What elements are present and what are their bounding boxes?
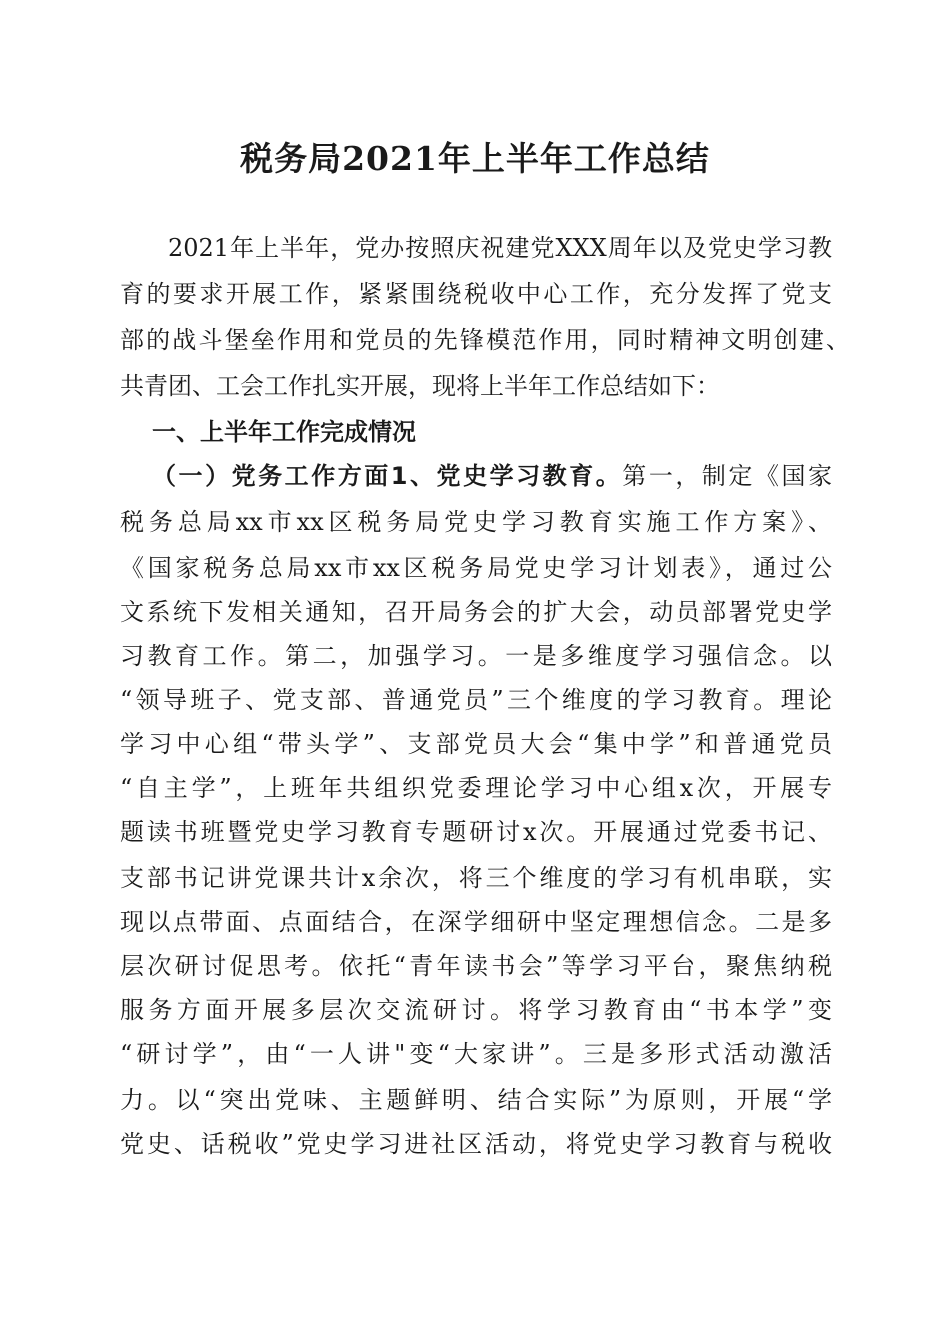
body-line-7: “自主学”，上班年共组织党委理论学习中心组x次，开展专 [120,774,832,802]
body-line-10: 现以点带面、点面结合，在深学细研中坚定理想信念。二是多 [120,908,832,936]
intro-line-4: 共青团、工会工作扎实开展，现将上半年工作总结如下： [120,372,720,400]
intro-line-2: 育的要求开展工作，紧紧围绕税收中心工作，充分发挥了党支 [120,280,832,308]
subsection-lead-line [152,454,832,498]
body-line-14: 力。以“突出党味、主题鲜明、结合实际”为原则，开展“学 [120,1086,832,1114]
intro-line-3: 部的战斗堡垒作用和党员的先锋模范作用，同时精神文明创建、 [120,326,850,354]
intro-line-1: 2021年上半年，党办按照庆祝建党XXX周年以及党史学习教 [168,234,832,262]
body-line-5: “领导班子、党支部、普通党员”三个维度的学习教育。理论 [120,686,832,714]
body-line-8: 题读书班暨党史学习教育专题研讨x次。开展通过党委书记、 [120,818,832,846]
body-line-12: 服务方面开展多层次交流研讨。将学习教育由“书本学”变 [120,996,832,1024]
subsection-lead-rest: 第一，制定《国家 [622,462,833,490]
body-line-4: 习教育工作。第二，加强学习。一是多维度学习强信念。以 [120,642,832,670]
body-line-13: “研讨学”，由“一人讲"变“大家讲”。三是多形式活动激活 [120,1040,832,1068]
body-line-9: 支部书记讲党课共计x余次，将三个维度的学习有机串联，实 [120,864,832,892]
body-line-15: 党史、话税收”党史学习进社区活动，将党史学习教育与税收 [120,1130,832,1158]
document-title: 税务局2021年上半年工作总结 [240,139,710,178]
body-line-11: 层次研讨促思考。依托“青年读书会”等学习平台，聚焦纳税 [120,952,832,980]
body-line-6: 学习中心组“带头学”、支部党员大会“集中学”和普通党员 [120,730,832,758]
body-line-2: 《国家税务总局xx市xx区税务局党史学习计划表》，通过公 [120,554,832,582]
body-line-3: 文系统下发相关通知，召开局务会的扩大会，动员部署党史学 [120,598,832,626]
section-heading-1: 一、上半年工作完成情况 [152,418,416,446]
body-line-1: 税务总局xx市xx区税务局党史学习教育实施工作方案》、 [120,508,832,536]
subsection-lead-bold: （一）党务工作方面1、党史学习教育。 [152,462,623,490]
